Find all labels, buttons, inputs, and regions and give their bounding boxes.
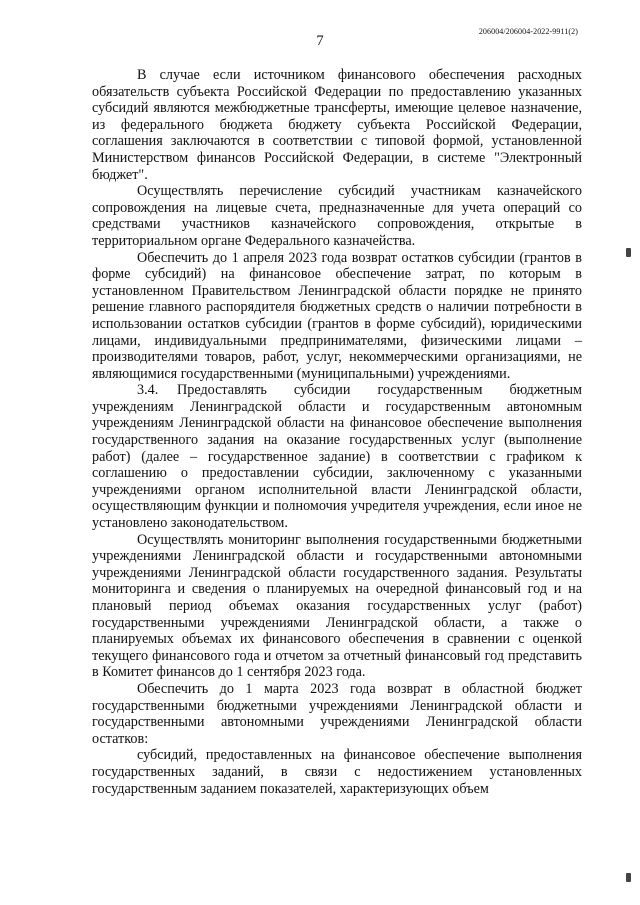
- section-3-4-text: Предоставлять субсидии государственным бюджетным учреждениям Ленинградской области и государственным автономным учреждениям Ленинградской области на финансовое обеспечение выполнения государственного задания на оказание государственных услуг (выполнение работ) (далее – государственное задание) в соответствии с графиком к соглашению о предоставлении субсидии, заключенному с указанными учреждениями органом исполнительной власти Ленинградской области, осуществляющим функции и полномочия учредителя учреждения, если иное не установлено законодательством.: [92, 382, 582, 532]
- scan-margin-mark: [626, 873, 631, 882]
- document-body: [92, 67, 582, 797]
- page-number: 7: [316, 33, 324, 49]
- paragraph-6: Обеспечить до 1 марта 2023 года возврат в областной бюджет государственными бюджетными учреждениями Ленинградской области и государственными автономными учреждениями Ленинградской области остатков:: [92, 680, 582, 747]
- document-id: 206004/206004-2022-9911(2): [478, 27, 578, 36]
- paragraph-5: Осуществлять мониторинг выполнения государственными бюджетными учреждениями Ленинградской области и государственными автономными учреждениями Ленинградской области государственного задания. Результаты мониторинга и сведения о планируемых на очередной финансовый год и на плановый период объемах оказания государственных услуг (работ) государственными учреждениями Ленинградской области, а также о планируемых объемах их финансового обеспечения в сравнении с оценкой текущего финансового года и отчетом за отчетный финансовый год представить в Комитет финансов до 1 сентября 2023 года.: [92, 531, 582, 681]
- paragraph-7: субсидий, предоставленных на финансовое обеспечение выполнения государственных заданий, в связи с недостижением установленных государственным заданием показателей, характеризующих объем: [92, 747, 582, 797]
- paragraph-section-3-4: [92, 382, 582, 531]
- paragraph-2: Осуществлять перечисление субсидий участникам казначейского сопровождения на лицевые счета, предназначенные для учета операций со средствами участников казначейского сопровождения, открытые в территориальном органе Федерального казначейства.: [92, 183, 582, 249]
- paragraph-1: В случае если источником финансового обеспечения расходных обязательств субъекта Российской Федерации по предоставлению указанных субсидий являются межбюджетные трансферты, имеющие целевое назначение, из федерального бюджета бюджету субъекта Российской Федерации, соглашения заключаются в соответствии с типовой формой, установленной Министерством финансов Российской Федерации, в системе "Электронный бюджет".: [92, 67, 582, 183]
- section-number: 3.4.: [137, 382, 159, 399]
- scan-margin-mark: [626, 248, 631, 257]
- paragraph-3: Обеспечить до 1 апреля 2023 года возврат остатков субсидии (грантов в форме субсидий) на финансовое обеспечение затрат, по которым в установленном Правительством Ленинградской области порядке не принято решение главного распорядителя бюджетных средств о наличии потребности в использовании остатков субсидии (грантов в форме субсидий), юридическими лицами, индивидуальными предпринимателями, физическими лицами – производителями товаров, работ, услуг, некоммерческими организациями, не являющимися государственными (муниципальными) учреждениями.: [92, 249, 582, 382]
